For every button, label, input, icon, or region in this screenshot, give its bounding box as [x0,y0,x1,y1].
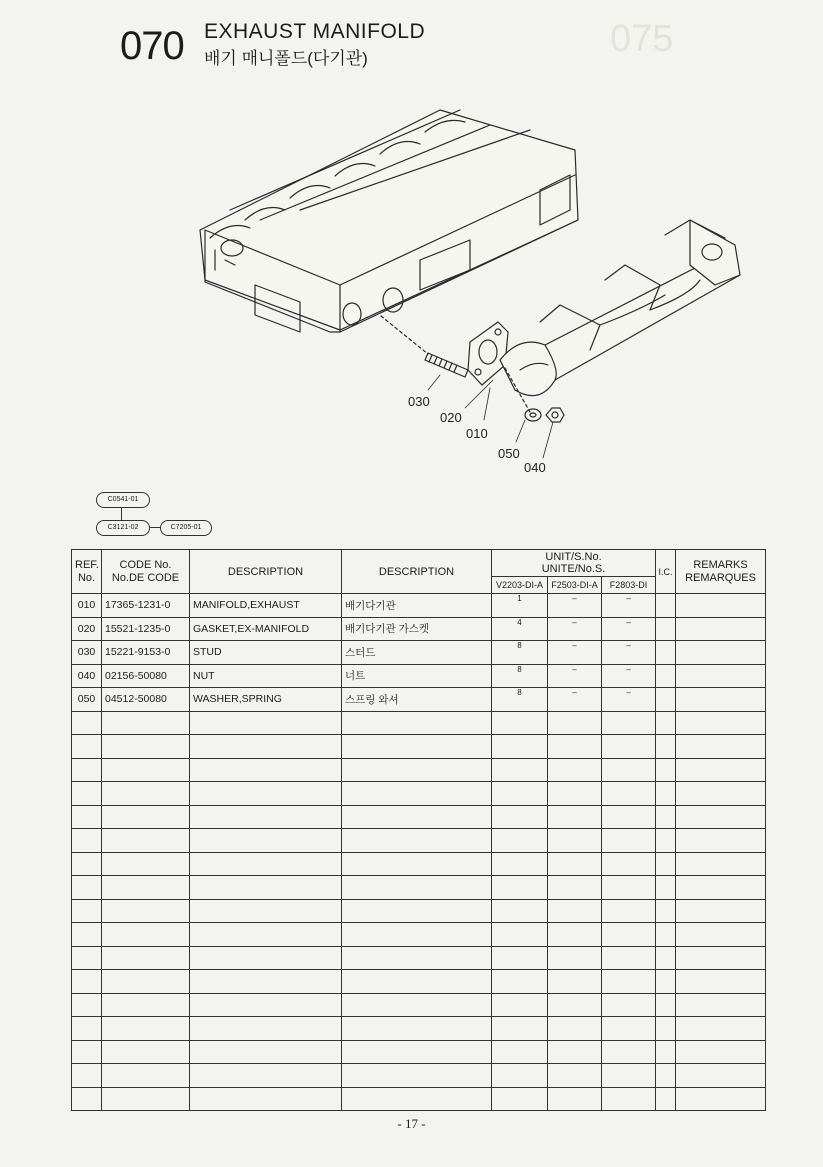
cell-desc-ko: 너트 [342,664,492,688]
cell-desc-en [190,876,342,900]
cell-remarks [676,1087,766,1111]
cell-qty [492,876,548,900]
cell-desc-ko: 배기다기관 가스켓 [342,617,492,641]
cell-qty [492,1087,548,1111]
cell-qty: – [548,594,602,618]
cell-code [102,805,190,829]
cell-ref [72,946,102,970]
cell-qty: 8 [492,641,548,665]
cell-desc-ko [342,1040,492,1064]
cell-ic [656,805,676,829]
cell-qty [492,1040,548,1064]
cell-code: 17365-1231-0 [102,594,190,618]
cell-desc-en: MANIFOLD,EXHAUST [190,594,342,618]
cell-ref [72,805,102,829]
table-row [72,993,766,1017]
cell-qty [548,946,602,970]
cell-ref [72,711,102,735]
nut-drawing [546,408,564,422]
cell-remarks [676,1064,766,1088]
cell-qty [548,758,602,782]
cell-code [102,1017,190,1041]
cell-qty [602,758,656,782]
cell-qty [548,1064,602,1088]
cell-desc-ko [342,1064,492,1088]
cell-remarks [676,664,766,688]
cell-qty [602,1087,656,1111]
cell-code [102,1064,190,1088]
cell-ic [656,664,676,688]
cell-qty [492,993,548,1017]
cell-ic [656,735,676,759]
cell-desc-ko [342,970,492,994]
table-row [72,899,766,923]
cell-qty [492,1064,548,1088]
cell-qty [602,735,656,759]
cell-desc-en [190,993,342,1017]
table-row [72,946,766,970]
cell-desc-ko [342,1087,492,1111]
cell-ic [656,899,676,923]
cell-ic [656,1017,676,1041]
cell-qty [548,970,602,994]
cell-code [102,711,190,735]
cell-qty [602,829,656,853]
cell-ref [72,782,102,806]
page-number: - 17 - [397,1116,426,1131]
washer-drawing [525,409,541,421]
cell-qty: – [548,664,602,688]
cell-ref [72,993,102,1017]
table-row [72,829,766,853]
cell-qty [602,782,656,806]
cell-qty: – [548,688,602,712]
model-header: F2503-DI-A [548,577,602,594]
cell-qty [548,899,602,923]
cell-qty: 4 [492,617,548,641]
cell-remarks [676,641,766,665]
cell-qty [602,876,656,900]
cell-qty: 8 [492,688,548,712]
cell-qty: – [602,617,656,641]
cell-ic [656,711,676,735]
table-row [72,852,766,876]
cell-qty [602,1040,656,1064]
cell-qty [548,876,602,900]
cell-remarks [676,617,766,641]
cell-qty [492,805,548,829]
cell-code [102,899,190,923]
cell-code [102,782,190,806]
cell-desc-en [190,1087,342,1111]
cell-qty [548,711,602,735]
cell-desc-en [190,782,342,806]
cell-qty [492,970,548,994]
cell-desc-en [190,923,342,947]
cell-desc-en [190,735,342,759]
model-header: V2203-DI-A [492,577,548,594]
manifold-drawing [500,220,740,396]
cell-remarks [676,782,766,806]
cell-remarks [676,970,766,994]
cell-ic [656,594,676,618]
col-code-header: CODE No. No.DE CODE [102,550,190,594]
cell-desc-ko [342,876,492,900]
cell-ref: 020 [72,617,102,641]
cell-remarks [676,711,766,735]
callout-020: 020 [440,410,462,425]
bleed-through-text: 075 [610,18,674,60]
cell-qty: 1 [492,594,548,618]
cell-qty [492,782,548,806]
col-unit-header: UNIT/S.No. UNITE/No.S. [492,550,656,577]
cell-desc-en [190,829,342,853]
cell-ic [656,829,676,853]
cell-desc-en: STUD [190,641,342,665]
cell-qty [602,923,656,947]
cell-desc-ko [342,758,492,782]
cell-desc-en [190,970,342,994]
table-row [72,594,766,618]
cell-code [102,1040,190,1064]
cell-desc-en [190,946,342,970]
col-remarks-header: REMARKS REMARQUES [676,550,766,594]
cell-code [102,923,190,947]
model-header: F2803-DI [602,577,656,594]
cell-desc-en [190,1017,342,1041]
cell-ic [656,758,676,782]
cell-ref: 050 [72,688,102,712]
cell-ic [656,993,676,1017]
cell-remarks [676,852,766,876]
cell-ref [72,758,102,782]
cell-ref [72,899,102,923]
cell-remarks [676,594,766,618]
cell-desc-ko [342,805,492,829]
cell-ref [72,1064,102,1088]
cell-desc-en [190,805,342,829]
cell-desc-ko [342,899,492,923]
callout-040: 040 [524,460,546,475]
cell-qty: – [602,594,656,618]
cell-ic [656,970,676,994]
cell-qty: – [602,664,656,688]
cell-ic [656,641,676,665]
callout-050: 050 [498,446,520,461]
cell-qty [602,993,656,1017]
cell-remarks [676,1017,766,1041]
cell-desc-ko [342,852,492,876]
callout-010: 010 [466,426,488,441]
exploded-parts-diagram [0,70,823,480]
cell-code [102,852,190,876]
cell-remarks [676,899,766,923]
cell-desc-en [190,852,342,876]
table-row [72,711,766,735]
table-row [72,641,766,665]
page-title-korean: 배기 매니폴드(다기관) [204,49,368,68]
bubble-connector [121,508,122,520]
cell-qty [602,1064,656,1088]
cell-desc-en [190,899,342,923]
table-row [72,782,766,806]
col-description-ko-header: DESCRIPTION [342,550,492,594]
cell-desc-ko: 스프링 와셔 [342,688,492,712]
stud-drawing [381,316,468,377]
cell-remarks [676,923,766,947]
cell-desc-en: WASHER,SPRING [190,688,342,712]
cell-desc-en: NUT [190,664,342,688]
cell-ref [72,970,102,994]
bubble-connector [150,527,160,528]
cell-ref: 040 [72,664,102,688]
cell-qty [548,782,602,806]
cell-remarks [676,688,766,712]
cell-remarks [676,735,766,759]
cell-desc-ko [342,1017,492,1041]
cell-desc-en [190,1064,342,1088]
table-row [72,1064,766,1088]
cell-qty: – [602,688,656,712]
cell-qty [548,1017,602,1041]
cell-ic [656,1087,676,1111]
cell-code: 15221-9153-0 [102,641,190,665]
table-row [72,970,766,994]
table-row [72,1087,766,1111]
cell-ic [656,852,676,876]
cell-qty [492,735,548,759]
cell-desc-ko [342,829,492,853]
cell-qty [492,829,548,853]
cell-qty [492,711,548,735]
cell-qty: – [548,641,602,665]
gasket-drawing [468,322,508,385]
cell-ref [72,829,102,853]
cell-desc-en [190,1040,342,1064]
cell-ref [72,923,102,947]
cell-remarks [676,876,766,900]
cell-ic [656,923,676,947]
cell-code [102,735,190,759]
table-row [72,1017,766,1041]
serial-bubble: C3121-02 [96,520,150,536]
cell-code [102,829,190,853]
cell-ref [72,735,102,759]
cell-desc-ko [342,782,492,806]
cell-desc-ko: 배기다기관 [342,594,492,618]
table-header-row [72,550,766,577]
table-row [72,805,766,829]
cell-code: 02156-50080 [102,664,190,688]
cell-qty [548,1040,602,1064]
col-ic-header: I.C. [656,550,676,594]
cell-ic [656,946,676,970]
cell-desc-ko [342,946,492,970]
page-title: EXHAUST MANIFOLD [204,20,426,43]
cell-qty [602,899,656,923]
col-description-en-header: DESCRIPTION [190,550,342,594]
cell-ic [656,1040,676,1064]
cell-remarks [676,829,766,853]
serial-bubble: C7205-01 [160,520,212,536]
cell-ref [72,1017,102,1041]
cell-qty [548,805,602,829]
serial-bubble: C0541-01 [96,492,150,508]
cell-qty [492,852,548,876]
cell-qty [602,946,656,970]
cell-code [102,946,190,970]
cell-code [102,1087,190,1111]
cell-ref [72,876,102,900]
cell-desc-en: GASKET,EX-MANIFOLD [190,617,342,641]
cell-qty [602,711,656,735]
cell-qty [492,1017,548,1041]
cell-code: 15521-1235-0 [102,617,190,641]
cell-ic [656,876,676,900]
cell-desc-ko [342,993,492,1017]
cell-qty [548,735,602,759]
table-row [72,1040,766,1064]
cell-code [102,876,190,900]
table-row [72,876,766,900]
cell-ic [656,688,676,712]
table-row [72,758,766,782]
cell-ref [72,1040,102,1064]
cell-qty [492,899,548,923]
cell-qty [492,923,548,947]
table-row [72,735,766,759]
cell-code [102,993,190,1017]
table-row [72,617,766,641]
cell-desc-ko [342,923,492,947]
cell-ref [72,1087,102,1111]
cell-qty: 8 [492,664,548,688]
cell-ic [656,782,676,806]
cell-qty [602,805,656,829]
cell-remarks [676,805,766,829]
cell-qty [548,852,602,876]
cell-ic [656,617,676,641]
callout-030: 030 [408,394,430,409]
cell-qty [548,1087,602,1111]
parts-table [71,549,766,1111]
cell-qty: – [548,617,602,641]
cell-qty [492,946,548,970]
cell-remarks [676,758,766,782]
table-row [72,664,766,688]
cell-qty [548,829,602,853]
cell-desc-ko [342,711,492,735]
col-ref-header: REF. No. [72,550,102,594]
cell-ref: 030 [72,641,102,665]
cell-desc-ko: 스터드 [342,641,492,665]
cell-remarks [676,946,766,970]
cell-remarks [676,993,766,1017]
cell-qty [492,758,548,782]
cell-ref [72,852,102,876]
table-row [72,923,766,947]
cell-ref: 010 [72,594,102,618]
cell-qty [602,1017,656,1041]
cell-desc-en [190,711,342,735]
cell-desc-en [190,758,342,782]
cell-qty [602,852,656,876]
cell-qty [548,923,602,947]
cell-code [102,758,190,782]
cell-ic [656,1064,676,1088]
cell-code: 04512-50080 [102,688,190,712]
section-number: 070 [120,24,184,68]
cell-qty [548,993,602,1017]
cell-desc-ko [342,735,492,759]
cylinder-head-drawing [200,110,578,332]
cell-qty: – [602,641,656,665]
table-row [72,688,766,712]
cell-qty [602,970,656,994]
cell-remarks [676,1040,766,1064]
cell-code [102,970,190,994]
